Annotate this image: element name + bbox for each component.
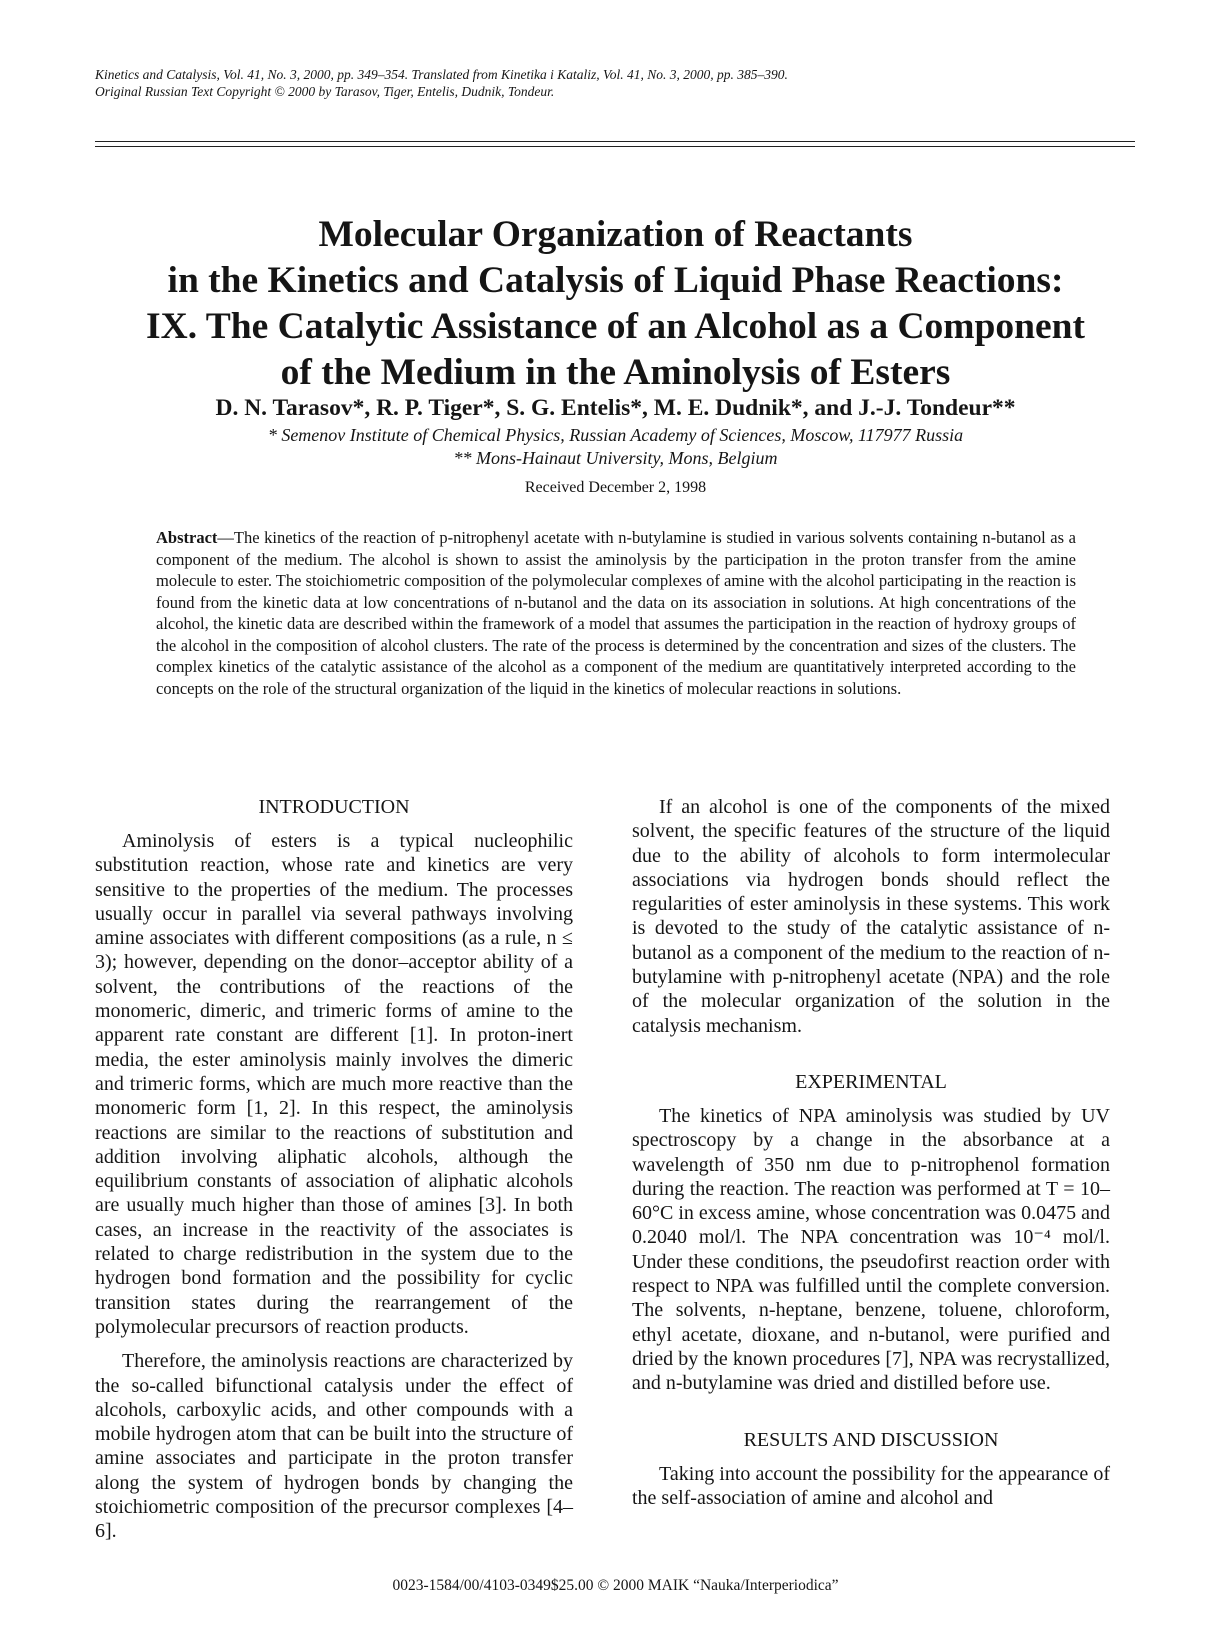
affiliation-2: ** Mons-Hainaut University, Mons, Belgium: [453, 448, 778, 468]
header-rule-bottom: [95, 146, 1135, 147]
results-heading: RESULTS AND DISCUSSION: [743, 1428, 999, 1451]
introduction-paragraph-3: If an alcohol is one of the components of the mixed solvent, the specific features of the structure of the liquid due to the ability of alcohols to form intermolecular associations via hydrogen bonds should reflect the regularities of ester aminolysis in these systems. This work is devoted to the study of the catalytic assistance of n-butanol as a component of the medium to the reaction of n-butylamine with p-nitrophenyl acetate (NPA) and the role of the molecular organization of the solution in the catalysis mechanism.: [632, 796, 1110, 1037]
header-rule-top: [95, 141, 1135, 142]
author-list: D. N. Tarasov*, R. P. Tiger*, S. G. Entelis*, M. E. Dudnik*, and J.-J. Tondeur**: [215, 395, 1016, 421]
title-line-2: in the Kinetics and Catalysis of Liquid Phase Reactions:: [167, 260, 1064, 301]
footer-price-line: 0023-1584/00/4103-0349$25.00 © 2000 MAIK “Nauka/Interperiodica”: [392, 1577, 839, 1594]
experimental-paragraph-1: The kinetics of NPA aminolysis was studied by UV spectroscopy by a change in the absorbance at a wavelength of 350 nm due to p-nitrophenol formation during the reaction. The reaction was performed at T = 10–60°C in excess amine, whose concentration was 0.0475 and 0.2040 mol/l. The NPA concentration was 10⁻⁴ mol/l. Under these conditions, the pseudofirst reaction order with respect to NPA was fulfilled until the complete conversion. The solvents, n-heptane, benzene, toluene, chloroform, ethyl acetate, dioxane, and n-butanol, were purified and dried by the known procedures [7], NPA was recrystallized, and n-butylamine was dried and distilled before use.: [632, 1104, 1110, 1395]
abstract: [156, 527, 1076, 699]
abstract-label: Abstract: [156, 528, 218, 547]
article-title: [80, 212, 1151, 396]
right-column: [632, 795, 1110, 1510]
title-line-4: of the Medium in the Aminolysis of Esters: [280, 352, 951, 393]
copyright-line: Original Russian Text Copyright © 2000 by Tarasov, Tiger, Entelis, Dudnik, Tondeur.: [95, 84, 555, 99]
journal-citation-line: Kinetics and Catalysis, Vol. 41, No. 3, 2000, pp. 349–354. Translated from Kinetika i Kataliz, Vol. 41, No. 3, 2000, pp. 385–390.: [95, 67, 788, 82]
introduction-paragraph-1: Aminolysis of esters is a typical nucleophilic substitution reaction, whose rate and kinetics are very sensitive to the properties of the medium. The processes usually occur in parallel via several pathways involving amine associates with different compositions (as a rule, n ≤ 3); however, depending on the donor–acceptor ability of a solvent, the contributions of the reactions of the monomeric, dimeric, and trimeric forms of amine to the apparent rate constant are different [1]. In proton-inert media, the ester aminolysis mainly involves the dimeric and trimeric forms, which are much more reactive than the monomeric form [1, 2]. In this respect, the aminolysis reactions are similar to the reactions of substitution and addition involving aliphatic alcohols, although the equilibrium constants of association of aliphatic alcohols are usually much higher than those of amines [3]. In both cases, an increase in the reactivity of the associates is related to charge redistribution in the system due to the hydrogen bond formation and the possibility for cyclic transition states during the rearrangement of the polymolecular precursors of reaction products.: [95, 830, 573, 1338]
abstract-text: —The kinetics of the reaction of p-nitrophenyl acetate with n-butylamine is studied in various solvents containing n-butanol as a component of the medium. The alcohol is shown to assist the aminolysis by the participation in the proton transfer from the amine molecule to ester. The stoichiometric composition of the polymolecular complexes of amine with the alcohol participating in the reaction is found from the kinetic data at low concentrations of n-butanol and the data on its association in solutions. At high concentrations of the alcohol, the kinetic data are described within the framework of a model that assumes the participation in the reaction of hydroxy groups of the alcohol in the composition of alcohol clusters. The rate of the process is determined by the concentration and sizes of the clusters. The complex kinetics of the catalytic assistance of the alcohol as a component of the medium are quantitatively interpreted according to the concepts on the role of the structural organization of the liquid in the kinetics of molecular reactions in solutions.: [156, 528, 1076, 698]
introduction-paragraph-2: Therefore, the aminolysis reactions are characterized by the so-called bifunctional catalysis under the effect of alcohols, carboxylic acids, and other compounds with a mobile hydrogen atom that can be built into the structure of amine associates and participate in the proton transfer along the system of hydrogen bonds by changing the stoichiometric composition of the precursor complexes [4–6].: [95, 1350, 573, 1543]
affiliations: [80, 424, 1151, 470]
journal-header: [95, 66, 1135, 100]
left-column: [95, 795, 573, 1544]
introduction-heading: INTRODUCTION: [258, 796, 410, 818]
received-date: Received December 2, 1998: [524, 479, 707, 496]
affiliation-1: * Semenov Institute of Chemical Physics, Russian Academy of Sciences, Moscow, 117977 Russia: [267, 425, 964, 445]
experimental-heading: EXPERIMENTAL: [795, 1070, 947, 1093]
title-line-1: Molecular Organization of Reactants: [318, 214, 913, 255]
title-line-3: IX. The Catalytic Assistance of an Alcohol as a Component: [146, 306, 1085, 347]
results-paragraph-1: Taking into account the possibility for the appearance of the self-association of amine and alcohol and: [632, 1462, 1110, 1509]
